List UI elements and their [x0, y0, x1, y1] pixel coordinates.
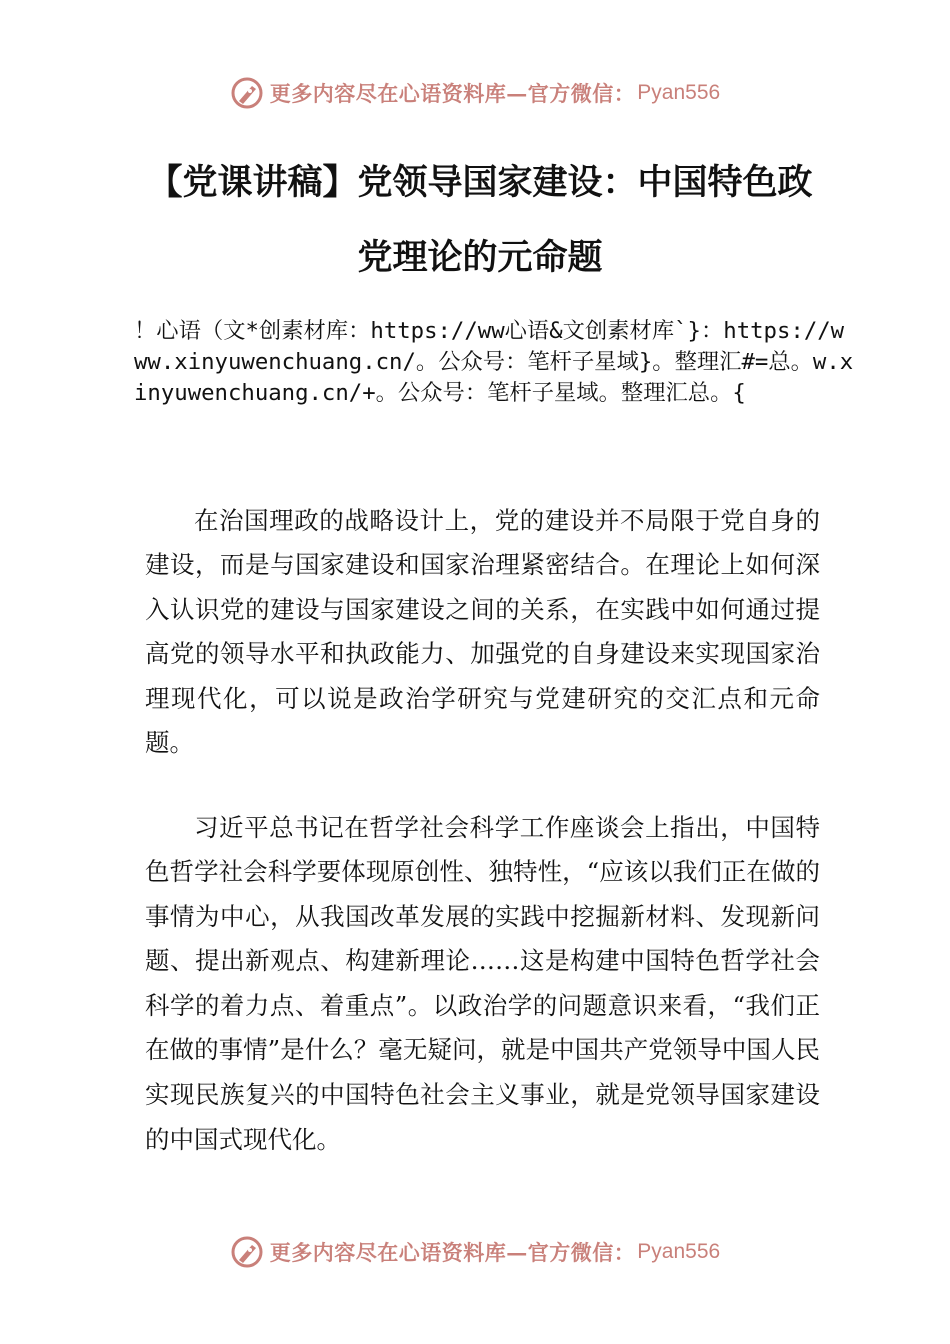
footer-banner-handle: Pyan556 [637, 1240, 721, 1263]
footer-banner [0, 1232, 950, 1272]
header-banner [0, 73, 950, 113]
banner-handle: Pyan556 [637, 81, 721, 104]
banner-text: 更多内容尽在心语资料库—官方微信： [269, 81, 636, 106]
pen-logo-icon [230, 76, 264, 110]
document-title-line-2: 党理论的元命题 [357, 237, 603, 278]
body-paragraph-2: 习近平总书记在哲学社会科学工作座谈会上指出，中国特色哲学社会科学要体现原创性、独特性，“应该以我们正在做的事情为中心，从我国改革发展的实践中挖掘新材料、发现新问题、提出新观点、构建新理论……这是构建中国特色哲学社会科学的着力点、着重点”。以政治学的问题意识来看，“我们正在做的事情”是什么？毫无疑问，就是中国共产党领导中国人民实现民族复兴的中国特色社会主义事业，就是党领导国家建设的中国式现代化。 [145, 812, 820, 1154]
footer-banner-text: 更多内容尽在心语资料库—官方微信： [269, 1240, 636, 1265]
pen-logo-icon [230, 1235, 264, 1269]
source-note: ！心语（文*创素材库：https://ww心语&文创素材库`}：https://www.xinyuwenchuang.cn/。公众号：笔杆子星域}。整理汇#=总。w.xinyuwenchuang.cn/+。公众号：笔杆子星域。整理汇总。{ [134, 318, 854, 406]
body-paragraph-1: 在治国理政的战略设计上，党的建设并不局限于党自身的建设，而是与国家建设和国家治理紧密结合。在理论上如何深入认识党的建设与国家建设之间的关系，在实践中如何通过提高党的领导水平和执政能力、加强党的自身建设来实现国家治理现代化，可以说是政治学研究与党建研究的交汇点和元命题。 [145, 505, 820, 758]
document-title-line-1: 【党课讲稿】党领导国家建设：中国特色政 [147, 162, 813, 203]
